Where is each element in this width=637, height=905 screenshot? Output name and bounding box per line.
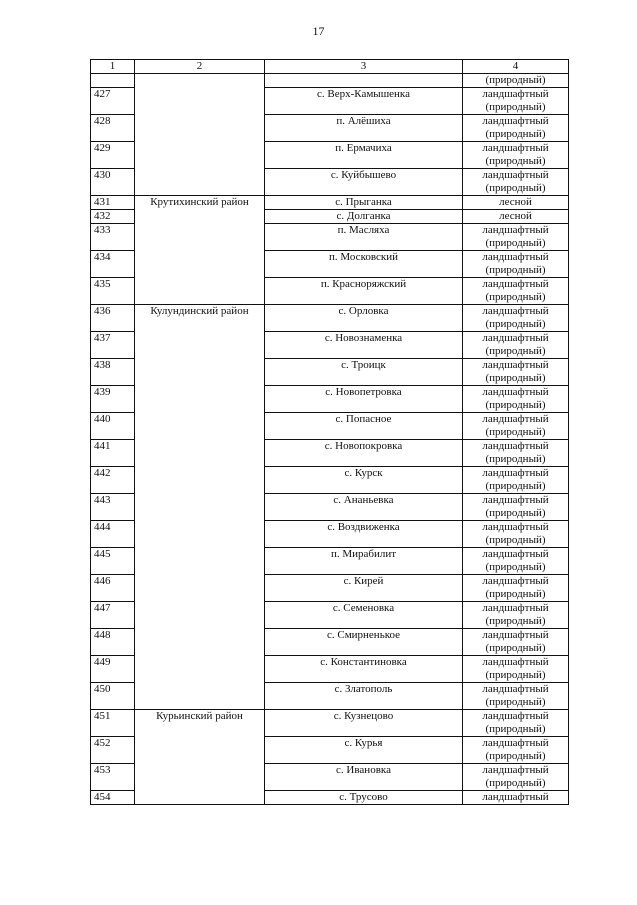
type-cell: [463, 737, 569, 764]
type-line: ландшафтный: [482, 305, 549, 317]
type-line: (природный): [485, 101, 546, 113]
type-cell: [463, 305, 569, 332]
type-line: (природный): [485, 615, 546, 627]
settlement-cell: с. Новопетровка: [265, 386, 463, 413]
settlement-cell: с. Прыганка: [265, 196, 463, 210]
table-row: [91, 305, 569, 332]
type-line: (природный): [485, 318, 546, 330]
row-number-cell: 439: [91, 386, 135, 413]
type-line: ландшафтный: [482, 548, 549, 560]
type-line: (природный): [485, 453, 546, 465]
district-cell: Курьинский район: [135, 710, 265, 805]
type-line: ландшафтный: [482, 575, 549, 587]
settlement-cell: с. Долганка: [265, 210, 463, 224]
row-number-cell: 429: [91, 142, 135, 169]
type-line: ландшафтный: [482, 764, 549, 776]
settlement-cell: с. Ивановка: [265, 764, 463, 791]
column-header-2: 2: [135, 60, 265, 74]
registry-table: [90, 59, 569, 805]
row-number-cell: 442: [91, 467, 135, 494]
row-number-cell: 446: [91, 575, 135, 602]
settlement-cell: с. Смирненькое: [265, 629, 463, 656]
type-cell: [463, 115, 569, 142]
type-line: ландшафтный: [482, 224, 549, 236]
type-cell: [463, 710, 569, 737]
type-line: (природный): [485, 128, 546, 140]
type-line: ландшафтный: [482, 710, 549, 722]
type-cell: [463, 467, 569, 494]
row-number-cell: 444: [91, 521, 135, 548]
row-number-cell: 428: [91, 115, 135, 142]
type-cell: [463, 251, 569, 278]
settlement-cell: п. Мирабилит: [265, 548, 463, 575]
row-number-cell: 438: [91, 359, 135, 386]
table-body: [91, 60, 569, 805]
row-number-cell: 432: [91, 210, 135, 224]
row-number-cell: 433: [91, 224, 135, 251]
type-line: ландшафтный: [482, 521, 549, 533]
type-line: (природный): [485, 426, 546, 438]
type-cell: [463, 332, 569, 359]
type-cell: [463, 413, 569, 440]
type-line: ландшафтный: [482, 737, 549, 749]
settlement-cell: с. Верх-Камышенка: [265, 88, 463, 115]
continuation-type-cell: (природный): [463, 74, 569, 88]
type-line: ландшафтный: [482, 278, 549, 290]
type-cell: [463, 656, 569, 683]
settlement-cell: п. Ермачиха: [265, 142, 463, 169]
settlement-cell: с. Курья: [265, 737, 463, 764]
page-number: 17: [312, 24, 325, 38]
type-line: (природный): [485, 588, 546, 600]
row-number-cell: 434: [91, 251, 135, 278]
type-cell: [463, 521, 569, 548]
type-line: (природный): [485, 182, 546, 194]
settlement-cell: с. Семеновка: [265, 602, 463, 629]
type-cell: [463, 575, 569, 602]
type-line: (природный): [485, 561, 546, 573]
type-cell: [463, 548, 569, 575]
row-number-cell: 430: [91, 169, 135, 196]
type-cell: [463, 764, 569, 791]
settlement-cell: с. Трусово: [265, 791, 463, 805]
type-line: ландшафтный: [482, 413, 549, 425]
type-line: ландшафтный: [482, 88, 549, 100]
type-line: ландшафтный: [482, 386, 549, 398]
type-line: (природный): [485, 723, 546, 735]
column-header-1: 1: [91, 60, 135, 74]
type-cell: [463, 210, 569, 224]
type-line: ландшафтный: [482, 683, 549, 695]
type-line: ландшафтный: [482, 494, 549, 506]
type-cell: [463, 278, 569, 305]
type-line: (природный): [485, 507, 546, 519]
type-line: (природный): [485, 480, 546, 492]
row-number-cell: 451: [91, 710, 135, 737]
type-line: ландшафтный: [482, 629, 549, 641]
column-header-3: 3: [265, 60, 463, 74]
column-number-header-row: [91, 60, 569, 74]
type-line: ландшафтный: [482, 251, 549, 263]
settlement-cell: с. Златополь: [265, 683, 463, 710]
type-line: ландшафтный: [482, 602, 549, 614]
row-number-cell: 436: [91, 305, 135, 332]
type-line: лесной: [499, 210, 532, 222]
row-number-cell: 427: [91, 88, 135, 115]
district-cell: [135, 74, 265, 196]
type-line: ландшафтный: [482, 169, 549, 181]
type-cell: [463, 196, 569, 210]
type-line: (природный): [485, 372, 546, 384]
row-number-cell: 435: [91, 278, 135, 305]
settlement-cell: с. Кирей: [265, 575, 463, 602]
type-line: ландшафтный: [482, 359, 549, 371]
type-line: (природный): [485, 264, 546, 276]
type-cell: [463, 683, 569, 710]
type-line: (природный): [485, 696, 546, 708]
settlement-cell: с. Новознаменка: [265, 332, 463, 359]
type-cell: [463, 386, 569, 413]
row-number-cell: 449: [91, 656, 135, 683]
row-number-cell: 452: [91, 737, 135, 764]
type-line: (природный): [485, 669, 546, 681]
row-number-cell: 431: [91, 196, 135, 210]
type-cell: [463, 791, 569, 805]
row-number-cell: 445: [91, 548, 135, 575]
settlement-cell: с. Воздвиженка: [265, 521, 463, 548]
row-number-cell: 454: [91, 791, 135, 805]
row-number-cell: 437: [91, 332, 135, 359]
type-line: ландшафтный: [482, 142, 549, 154]
type-line: (природный): [485, 399, 546, 411]
settlement-cell: с. Орловка: [265, 305, 463, 332]
type-line: (природный): [485, 750, 546, 762]
settlement-cell: с. Константиновка: [265, 656, 463, 683]
type-cell: [463, 142, 569, 169]
district-cell: Кулундинский район: [135, 305, 265, 710]
settlement-cell: п. Масляха: [265, 224, 463, 251]
settlement-cell: с. Троицк: [265, 359, 463, 386]
district-cell: Крутихинский район: [135, 196, 265, 305]
type-line: ландшафтный: [482, 440, 549, 452]
type-cell: [463, 224, 569, 251]
type-cell: [463, 602, 569, 629]
table-row: [91, 196, 569, 210]
row-number-cell: 448: [91, 629, 135, 656]
type-cell: [463, 629, 569, 656]
row-number-cell: 450: [91, 683, 135, 710]
settlement-cell: п. Алёшиха: [265, 115, 463, 142]
row-number-cell: 441: [91, 440, 135, 467]
continuation-row: [91, 74, 569, 88]
row-number-cell: 447: [91, 602, 135, 629]
type-line: (природный): [485, 534, 546, 546]
type-line: (природный): [485, 777, 546, 789]
row-number-cell: 443: [91, 494, 135, 521]
type-line: (природный): [485, 345, 546, 357]
type-line: ландшафтный: [482, 791, 549, 803]
continuation-num-cell: [91, 74, 135, 88]
type-line: ландшафтный: [482, 332, 549, 344]
type-line: ландшафтный: [482, 467, 549, 479]
type-line: ландшафтный: [482, 656, 549, 668]
settlement-cell: п. Красноряжский: [265, 278, 463, 305]
type-line: (природный): [485, 237, 546, 249]
settlement-cell: с. Ананьевка: [265, 494, 463, 521]
type-line: (природный): [485, 155, 546, 167]
settlement-cell: с. Кузнецово: [265, 710, 463, 737]
row-number-cell: 440: [91, 413, 135, 440]
settlement-cell: с. Куйбышево: [265, 169, 463, 196]
type-cell: [463, 359, 569, 386]
type-cell: [463, 440, 569, 467]
row-number-cell: 453: [91, 764, 135, 791]
type-line: (природный): [485, 642, 546, 654]
continuation-place-cell: [265, 74, 463, 88]
type-cell: [463, 169, 569, 196]
settlement-cell: с. Курск: [265, 467, 463, 494]
settlement-cell: с. Попасное: [265, 413, 463, 440]
type-cell: [463, 88, 569, 115]
settlement-cell: с. Новопокровка: [265, 440, 463, 467]
type-line: ландшафтный: [482, 115, 549, 127]
column-header-4: 4: [463, 60, 569, 74]
table-row: [91, 710, 569, 737]
type-cell: [463, 494, 569, 521]
type-line: лесной: [499, 196, 532, 208]
settlement-cell: п. Московский: [265, 251, 463, 278]
type-line: (природный): [485, 291, 546, 303]
